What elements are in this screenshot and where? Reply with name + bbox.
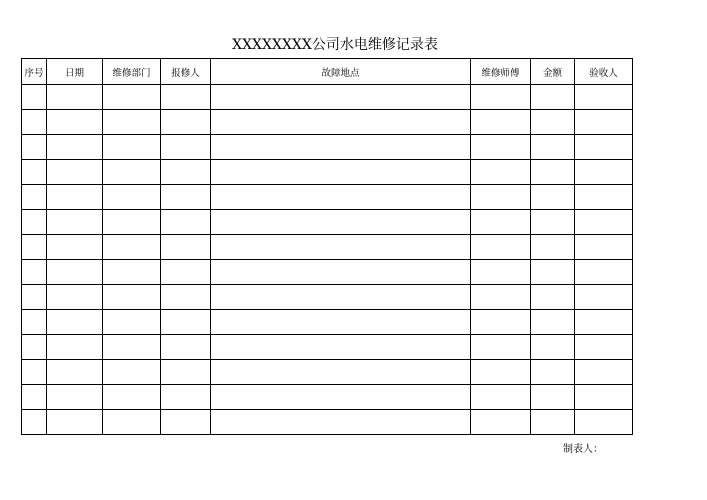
table-cell-inspector (575, 85, 633, 110)
table-cell-reporter (161, 210, 211, 235)
table-cell-date (47, 310, 103, 335)
table-cell-date (47, 410, 103, 435)
table-cell-department (103, 285, 161, 310)
table-cell-amount (531, 210, 575, 235)
table-cell-department (103, 160, 161, 185)
column-header-date: 日期 (47, 59, 103, 85)
table-cell-date (47, 360, 103, 385)
table-cell-department (103, 310, 161, 335)
table-cell-amount (531, 285, 575, 310)
table-cell-technician (471, 385, 531, 410)
table-cell-date (47, 285, 103, 310)
table-cell-technician (471, 410, 531, 435)
document-title: XXXXXXXX公司水电维修记录表 (232, 37, 438, 53)
maintenance-record-table (21, 58, 633, 435)
table-cell-index (22, 235, 47, 260)
table-cell-index (22, 410, 47, 435)
table-cell-amount (531, 310, 575, 335)
table-row (22, 335, 633, 360)
table-row (22, 210, 633, 235)
table-cell-location (211, 360, 471, 385)
table-cell-date (47, 235, 103, 260)
table-cell-technician (471, 160, 531, 185)
table-cell-location (211, 335, 471, 360)
table-cell-reporter (161, 310, 211, 335)
table-cell-amount (531, 235, 575, 260)
table-cell-index (22, 85, 47, 110)
table-cell-department (103, 260, 161, 285)
table-cell-date (47, 160, 103, 185)
table-cell-amount (531, 360, 575, 385)
table-cell-amount (531, 260, 575, 285)
table-cell-inspector (575, 210, 633, 235)
table-cell-amount (531, 335, 575, 360)
table-cell-technician (471, 285, 531, 310)
table-cell-date (47, 260, 103, 285)
table-cell-technician (471, 335, 531, 360)
table-cell-reporter (161, 160, 211, 185)
table-row (22, 160, 633, 185)
table-cell-date (47, 335, 103, 360)
table-row (22, 260, 633, 285)
table-cell-location (211, 385, 471, 410)
table-cell-index (22, 210, 47, 235)
table-cell-inspector (575, 235, 633, 260)
table-cell-department (103, 185, 161, 210)
table-cell-reporter (161, 260, 211, 285)
column-header-amount: 金额 (531, 59, 575, 85)
table-cell-department (103, 110, 161, 135)
table-row (22, 185, 633, 210)
table-cell-inspector (575, 285, 633, 310)
table-cell-reporter (161, 110, 211, 135)
table-cell-inspector (575, 260, 633, 285)
table-body (22, 85, 633, 435)
table-cell-index (22, 385, 47, 410)
table-cell-date (47, 185, 103, 210)
table-cell-index (22, 110, 47, 135)
table-row (22, 310, 633, 335)
table-cell-date (47, 135, 103, 160)
table-cell-amount (531, 385, 575, 410)
table-cell-index (22, 335, 47, 360)
table-cell-inspector (575, 185, 633, 210)
table-cell-department (103, 385, 161, 410)
table-row (22, 410, 633, 435)
table-cell-location (211, 410, 471, 435)
table-cell-reporter (161, 285, 211, 310)
table-cell-department (103, 360, 161, 385)
table-cell-reporter (161, 335, 211, 360)
table-cell-date (47, 210, 103, 235)
table-row (22, 285, 633, 310)
table-cell-technician (471, 185, 531, 210)
table-cell-technician (471, 210, 531, 235)
table-cell-reporter (161, 135, 211, 160)
table-cell-location (211, 85, 471, 110)
table-header-row (22, 59, 633, 85)
table-cell-reporter (161, 85, 211, 110)
table-cell-department (103, 235, 161, 260)
table-cell-location (211, 110, 471, 135)
table-cell-department (103, 85, 161, 110)
table-cell-technician (471, 360, 531, 385)
table-cell-location (211, 185, 471, 210)
table-cell-technician (471, 85, 531, 110)
column-header-location: 故障地点 (211, 59, 471, 85)
table-cell-inspector (575, 385, 633, 410)
table-cell-amount (531, 185, 575, 210)
table-cell-technician (471, 110, 531, 135)
table-cell-inspector (575, 410, 633, 435)
table-cell-index (22, 185, 47, 210)
table-cell-inspector (575, 110, 633, 135)
table-cell-inspector (575, 160, 633, 185)
table-cell-reporter (161, 235, 211, 260)
table-row (22, 235, 633, 260)
column-header-department: 维修部门 (103, 59, 161, 85)
table-cell-technician (471, 235, 531, 260)
table-cell-amount (531, 160, 575, 185)
table-row (22, 110, 633, 135)
column-header-inspector: 验收人 (575, 59, 633, 85)
table-cell-inspector (575, 335, 633, 360)
table-row (22, 135, 633, 160)
table-cell-inspector (575, 135, 633, 160)
prepared-by-label: 制表人： (563, 444, 603, 455)
table-row (22, 360, 633, 385)
table-cell-location (211, 260, 471, 285)
table-cell-location (211, 310, 471, 335)
table-cell-amount (531, 110, 575, 135)
table-cell-reporter (161, 185, 211, 210)
table-cell-index (22, 160, 47, 185)
table-cell-department (103, 210, 161, 235)
table-row (22, 385, 633, 410)
table-cell-index (22, 260, 47, 285)
table-cell-index (22, 285, 47, 310)
table-cell-location (211, 160, 471, 185)
column-header-index: 序号 (22, 59, 47, 85)
table-cell-location (211, 235, 471, 260)
table-cell-technician (471, 260, 531, 285)
table-cell-department (103, 410, 161, 435)
table-cell-reporter (161, 385, 211, 410)
table-cell-reporter (161, 360, 211, 385)
table-cell-date (47, 85, 103, 110)
table-cell-location (211, 285, 471, 310)
column-header-reporter: 报修人 (161, 59, 211, 85)
table-cell-reporter (161, 410, 211, 435)
table-cell-index (22, 360, 47, 385)
table-cell-date (47, 385, 103, 410)
column-header-technician: 维修师傅 (471, 59, 531, 85)
table-cell-inspector (575, 310, 633, 335)
table-cell-department (103, 135, 161, 160)
table-row (22, 85, 633, 110)
table-cell-amount (531, 85, 575, 110)
table-cell-location (211, 210, 471, 235)
table-cell-technician (471, 135, 531, 160)
table-cell-amount (531, 135, 575, 160)
table-cell-index (22, 135, 47, 160)
table-cell-amount (531, 410, 575, 435)
table-cell-location (211, 135, 471, 160)
table-cell-index (22, 310, 47, 335)
table-cell-inspector (575, 360, 633, 385)
table-cell-department (103, 335, 161, 360)
table-cell-technician (471, 310, 531, 335)
table-cell-date (47, 110, 103, 135)
